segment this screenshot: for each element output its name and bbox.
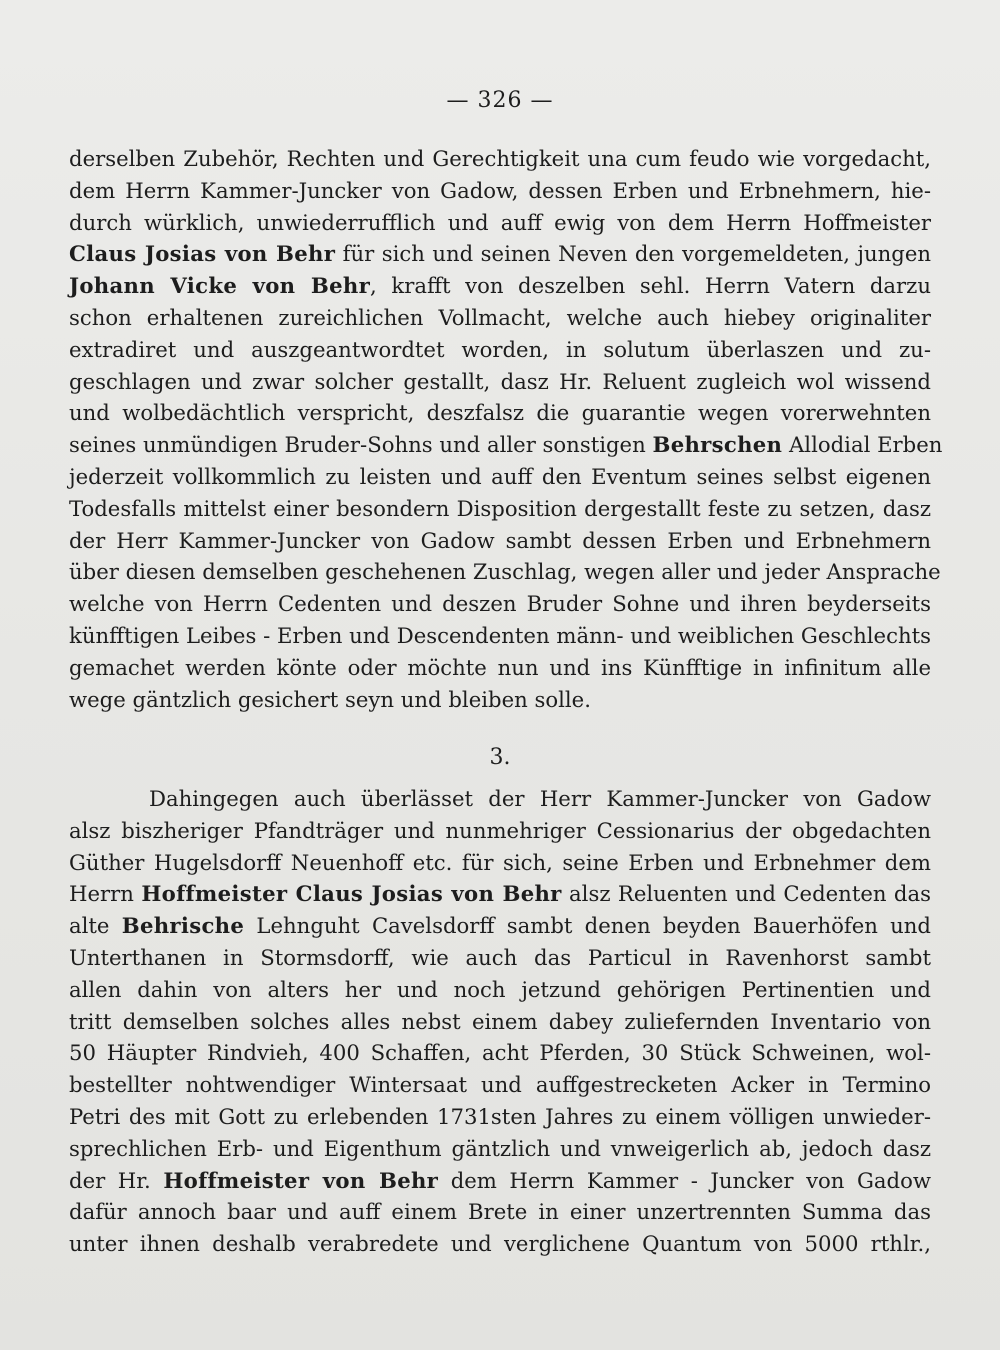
- text-line: gemachet werden könte oder möchte nun und ins Künfftige in infinitum alle: [69, 654, 931, 680]
- bold-name: Claus Josias von Behr: [69, 241, 336, 267]
- text-line: wege gäntzlich gesichert seyn und bleiben solle.: [69, 686, 591, 712]
- section-number: 3.: [489, 745, 511, 770]
- text-line: 50 Häupter Rindvieh, 400 Schaffen, acht Pferden, 30 Stück Schweinen, wol-: [69, 1040, 931, 1066]
- text-segment: alte: [69, 913, 122, 939]
- text-line: durch würklich, unwiederrufflich und auff ewig von dem Herrn Hoffmeister: [69, 209, 931, 235]
- text-line: dem Herrn Kammer-Juncker von Gadow, dessen Erben und Erbnehmern, hie-: [69, 177, 931, 203]
- text-line: allen dahin von alters her und noch jetzund gehörigen Pertinentien und: [69, 976, 931, 1002]
- text-line: alsz biszheriger Pfandträger und nunmehriger Cessionarius der obgedachten: [69, 817, 931, 843]
- page-number: — 326 —: [446, 88, 554, 113]
- text-line: sprechlichen Erb- und Eigenthum gäntzlich und vnweigerlich ab, jedoch dasz: [69, 1135, 931, 1161]
- text-line: [69, 429, 943, 461]
- text-segment: dem Herrn Kammer - Juncker von Gadow: [438, 1167, 931, 1193]
- text-line: [69, 1165, 931, 1197]
- paragraph-1: [69, 143, 943, 715]
- text-line: Güther Hugelsdorff Neuenhoff etc. für sich, seine Erben und Erbnehmer dem: [69, 849, 931, 875]
- text-line: unter ihnen deshalb verabredete und verglichene Quantum von 5000 rthlr.,: [69, 1231, 931, 1257]
- bold-name: Hoffmeister von Behr: [163, 1167, 439, 1193]
- text-segment: Lehnguht Cavelsdorff sambt denen beyden Bauerhöfen und: [244, 913, 931, 939]
- bold-name: Johann Vicke von Behr: [69, 273, 371, 299]
- text-line: Petri des mit Gott zu erlebenden 1731sten Jahres zu einem völligen unwieder-: [69, 1103, 931, 1129]
- text-line: Todesfalls mittelst einer besondern Disposition dergestallt feste zu setzen, dasz: [69, 495, 931, 521]
- text-line: tritt demselben solches alles nebst einem dabey zuliefernden Inventario von: [69, 1008, 931, 1034]
- text-line: bestellter nohtwendiger Wintersaat und auffgestrecketen Acker in Termino: [69, 1072, 931, 1098]
- bold-name: Hoffmeister Claus Josias von Behr: [141, 881, 562, 907]
- text-line: [69, 910, 931, 942]
- text-segment: seines unmündigen Bruder-Sohns und aller sonstigen: [69, 432, 653, 458]
- paragraph-2: [69, 783, 931, 1260]
- bold-name: Behrische: [121, 913, 245, 939]
- text-line: [69, 238, 931, 270]
- text-segment: für sich und seinen Neven den vorgemeldeten, jungen: [335, 241, 932, 267]
- text-line: extradiret und auszgeantwordtet worden, in solutum überlaszen und zu-: [69, 336, 931, 362]
- text-line: schon erhaltenen zureichlichen Vollmacht, welche auch hiebey originaliter: [69, 304, 931, 330]
- bold-name: Behrschen: [652, 432, 783, 458]
- text-segment: Herrn: [69, 881, 142, 907]
- text-segment: alsz Reluenten und Cedenten das: [561, 881, 931, 907]
- text-line: welche von Herrn Cedenten und deszen Bruder Sohne und ihren beyderseits: [69, 591, 931, 617]
- text-line: [69, 878, 931, 910]
- text-line: Dahingegen auch überlässet der Herr Kammer-Juncker von Gadow: [149, 786, 931, 811]
- text-line: über diesen demselben geschehenen Zuschlag, wegen aller und jeder Ansprache: [69, 559, 941, 585]
- text-segment: , krafft von deszelben sehl. Herrn Vatern darzu: [370, 273, 931, 299]
- text-segment: der Hr.: [69, 1167, 164, 1193]
- text-line: Unterthanen in Stormsdorff, wie auch das Particul in Ravenhorst sambt: [69, 944, 931, 970]
- text-line: künfftigen Leibes - Erben und Descendenten männ- und weiblichen Geschlechts: [69, 622, 931, 648]
- text-line: dafür annoch baar und auff einem Brete in einer unzertrennten Summa das: [69, 1199, 931, 1225]
- text-line: geschlagen und zwar solcher gestallt, dasz Hr. Reluent zugleich wol wissend: [69, 368, 931, 394]
- text-line: jederzeit vollkommlich zu leisten und auff den Eventum seines selbst eigenen: [69, 463, 931, 489]
- text-line: der Herr Kammer-Juncker von Gadow sambt dessen Erben und Erbnehmern: [69, 527, 931, 553]
- text-line: derselben Zubehör, Rechten und Gerechtigkeit una cum feudo wie vorgedacht,: [69, 146, 931, 171]
- text-line: und wolbedächtlich verspricht, deszfalsz die guarantie wegen vorerwehnten: [69, 400, 931, 426]
- text-line: [69, 270, 931, 302]
- text-segment: Allodial Erben: [782, 432, 943, 458]
